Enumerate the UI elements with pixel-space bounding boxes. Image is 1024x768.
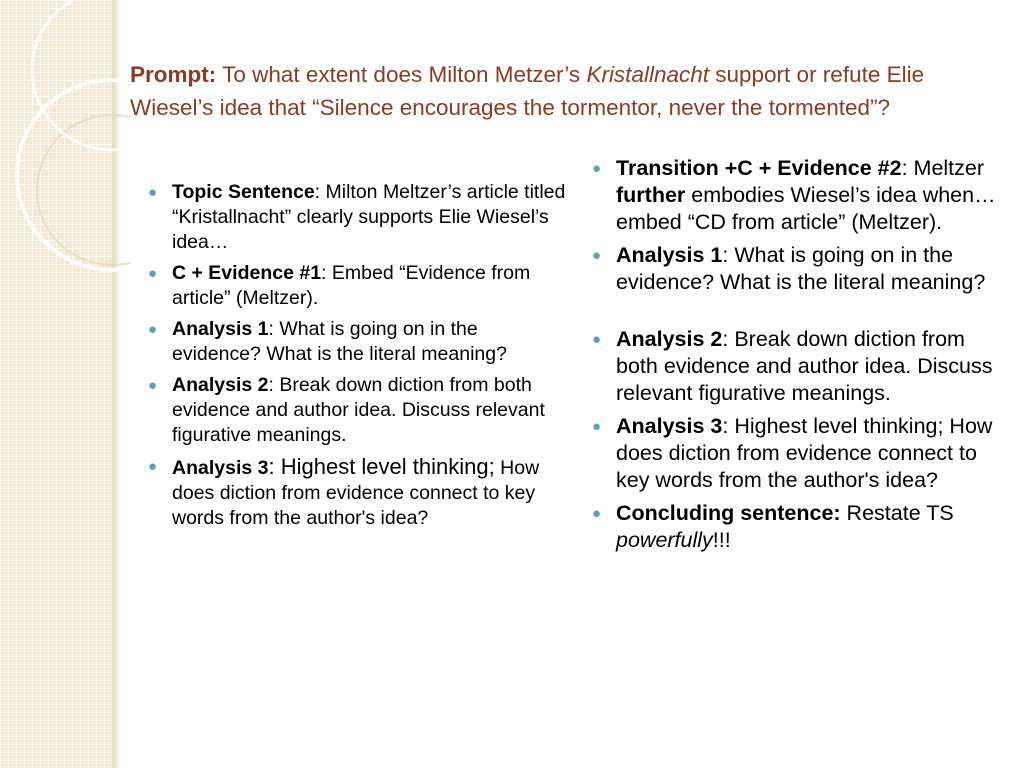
bullet-icon: ● (148, 265, 158, 282)
bullet-icon: ● (592, 247, 602, 264)
left-column-list (148, 180, 568, 537)
decorative-circles (0, 0, 130, 330)
list-item: ● Transition +C + Evidence #2: Meltzer further embodies Wiesel’s idea when… embed “CD from article” (Meltzer). (592, 156, 996, 234)
list-item: ● Analysis 3: Highest level thinking; How does diction from evidence connect to key words from the author's idea? (148, 454, 540, 529)
list-item: ● Analysis 2: Break down diction from both evidence and author idea. Discuss relevant figurative meanings. (592, 327, 993, 405)
bullet-icon: ● (148, 377, 158, 394)
list-item: ● Analysis 1: What is going on in the evidence? What is the literal meaning? (592, 243, 986, 294)
list-item: ● Concluding sentence: Restate TS powerfully!!! (592, 501, 954, 552)
bullet-icon: ● (592, 331, 602, 348)
bullet-icon: ● (148, 184, 158, 201)
bullet-icon: ● (592, 505, 602, 522)
list-item: ● C + Evidence #1: Embed “Evidence from article” (Meltzer). (148, 262, 531, 309)
right-column-list (592, 155, 1002, 560)
list-item: ● Topic Sentence: Milton Meltzer’s article titled “Kristallnacht” clearly supports Elie Wiesel’s idea… (148, 181, 566, 253)
page-title: Prompt: To what extent does Milton Metzer’s Kristallnacht support or refute Elie Wiesel’s idea that “Silence encourages the tormentor, never the tormented”? (130, 62, 925, 120)
bullet-icon: ● (592, 418, 602, 435)
list-item: ● Analysis 2: Break down diction from both evidence and author idea. Discuss relevant figurative meanings. (148, 374, 545, 446)
bullet-icon: ● (592, 160, 602, 177)
list-item: ● Analysis 1: What is going on in the evidence? What is the literal meaning? (148, 318, 507, 365)
bullet-icon: ● (148, 321, 158, 338)
list-item: ● Analysis 3: Highest level thinking; How does diction from evidence connect to key words from the author's idea? (592, 414, 993, 492)
bullet-icon: ● (148, 458, 158, 475)
